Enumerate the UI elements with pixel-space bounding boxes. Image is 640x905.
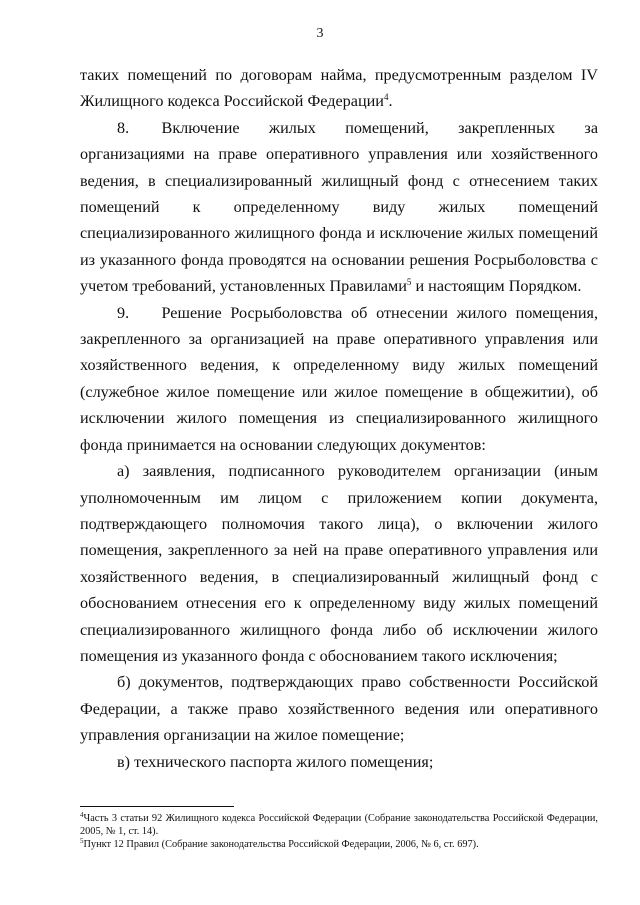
paragraph-item-v: в) технического паспорта жилого помещения;: [117, 752, 434, 771]
paragraph-item-b: б) документов, подтверждающих право собственности Российской Федерации, а также право хозяйственного ведения или оперативного управления организации на жилое помещение;: [80, 673, 598, 745]
footnote-text: Пункт 12 Правил (Собрание законодательства Российской Федерации, 2006, № 6, ст. 697).: [83, 839, 479, 851]
page-number: 3: [316, 26, 324, 41]
footnote-ref: 5: [406, 277, 412, 288]
paragraph-tail: и настоящим Порядком.: [411, 277, 582, 296]
paragraph-item-a: а) заявления, подписанного руководителем организации (иным уполномоченным им лицом с приложением копии документа, подтверждающего полномочия такого лица), о включении жилого помещения, закрепленного за ней на праве оперативного управления или хозяйственного ведения, в специализированный жилищный фонд с обоснованием отнесения его к определенному виду жилых помещений специализированного жилищного фонда либо об исключении жилого помещения из указанного фонда с обоснованием такого исключения;: [80, 462, 598, 665]
footnote-separator: [80, 806, 234, 807]
footnotes: [80, 812, 598, 852]
paragraph-text: таких помещений по договорам найма, предусмотренным разделом IV Жилищного кодекса Российской Федерации: [80, 66, 598, 111]
paragraph-text: 8. Включение жилых помещений, закрепленных за организациями на праве оперативного управления или хозяйственного ведения, в специализированный жилищный фонд с отнесением таких помещений к определенному виду жилых помещений специализированного жилищного фонда и исключение жилых помещений из указанного фонда проводятся на основании решения Росрыболовства с учетом требований, установленных Правилами: [80, 118, 598, 296]
paragraph-tail: .: [388, 92, 393, 111]
footnote-text: Часть 3 статьи 92 Жилищного кодекса Российской Федерации (Собрание законодательства Российской Федерации, 2005, № 1, ст. 14).: [80, 813, 598, 838]
paragraph-8: [80, 115, 598, 300]
footnote-mark: 4: [80, 811, 84, 819]
footnote-5: [80, 838, 598, 851]
footnote-4: [80, 812, 598, 838]
document-body: [80, 62, 598, 775]
footnote-ref: 4: [383, 92, 389, 103]
paragraph-continuation: [80, 62, 598, 115]
footnote-mark: 5: [80, 837, 84, 846]
paragraph-9: 9. Решение Росрыболовства об отнесении жилого помещения, закрепленного за организацией на праве оперативного управления или хозяйственного ведения, к определенному виду жилых помещений (служебное жилое помещение или жилое помещение в общежитии), об исключении жилого помещения из специализированного жилищного фонда принимается на основании следующих документов:: [80, 303, 598, 454]
